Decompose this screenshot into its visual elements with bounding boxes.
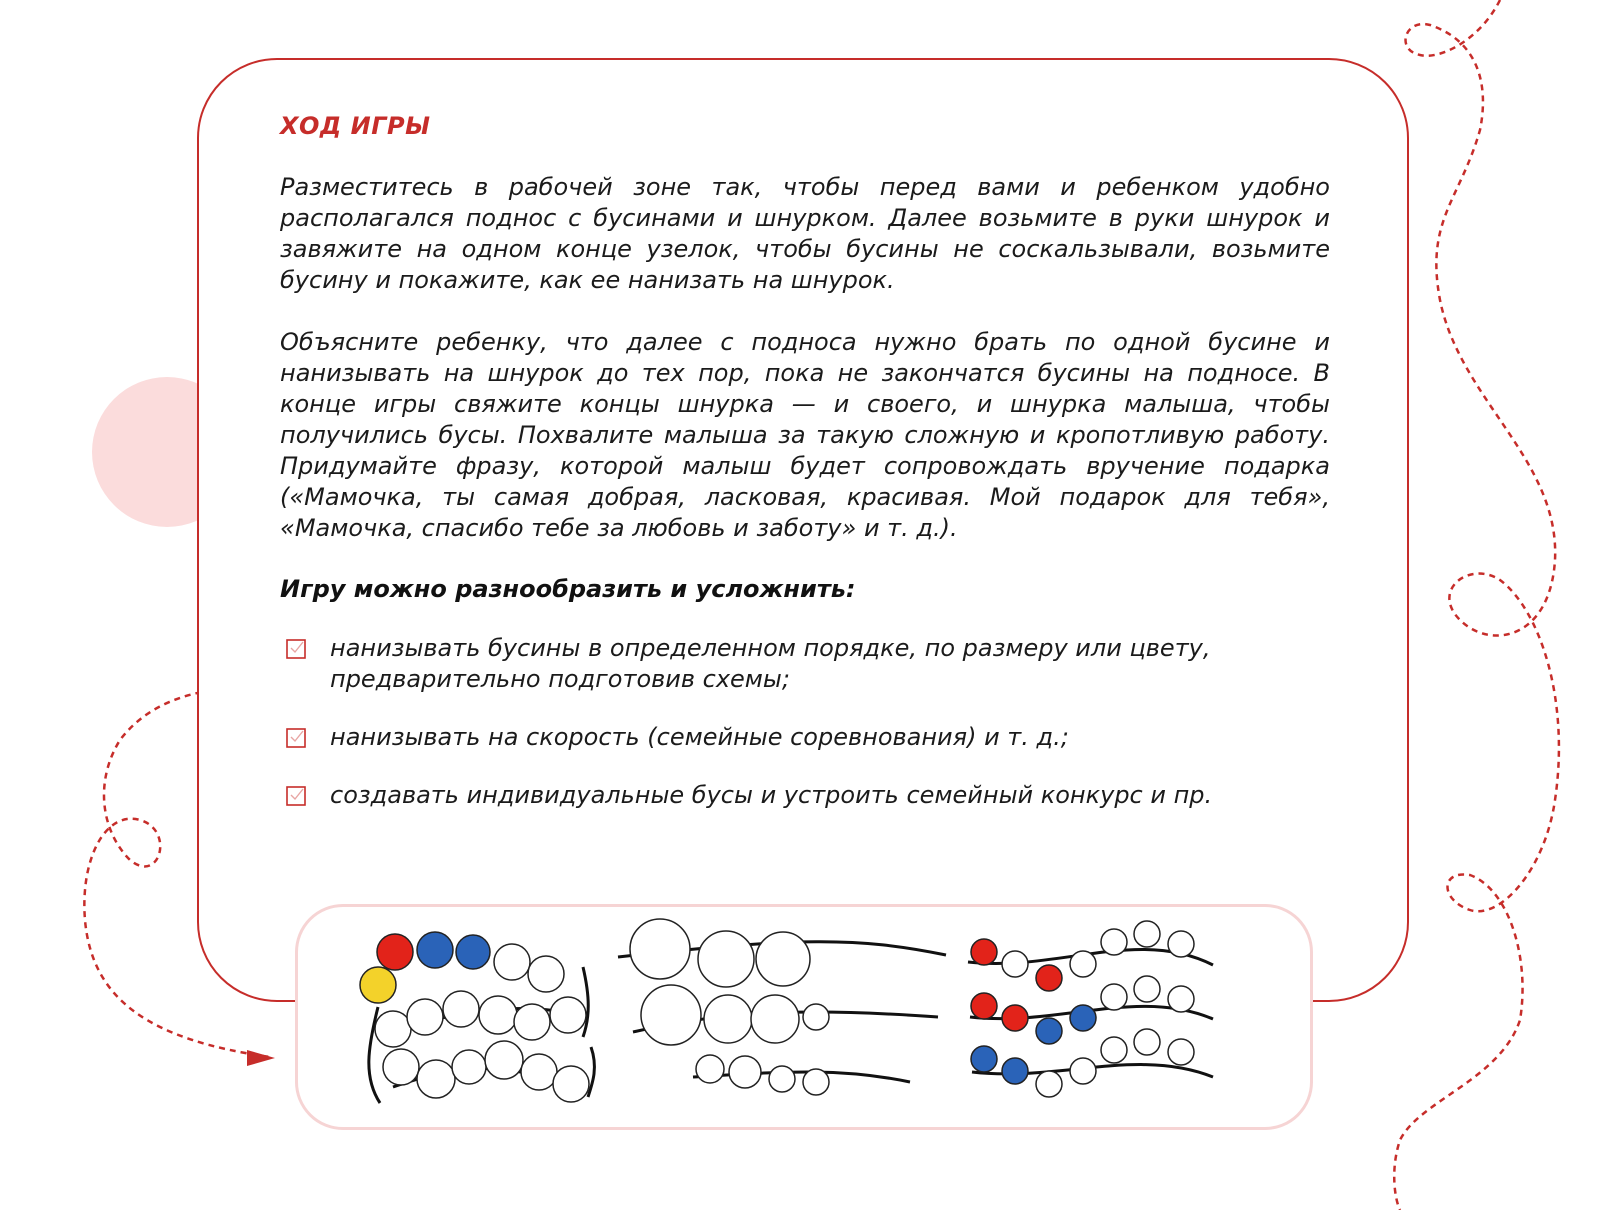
variations-list — [280, 633, 1330, 811]
right-thread-top — [1394, 0, 1559, 1210]
thread-arrowhead — [247, 1050, 275, 1066]
variations-subheading: Игру можно разнообразить и усложнить: — [280, 575, 856, 603]
list-item — [280, 633, 1330, 695]
paragraph-setup: Разместитесь в рабочей зоне так, чтобы перед вами и ребенком удобно располагался поднос с бусинами и шнурком. Далее возьмите в руки шнурок и завяжите на одном конце узелок, чтобы бусины не соскальзывали, возьмите бусину и покажите, как ее нанизать на шнурок. — [280, 173, 1330, 294]
beads-illustration-panel — [295, 904, 1313, 1130]
list-item-text: нанизывать на скорость (семейные соревнования) и т. д.; — [330, 723, 1069, 751]
checkbox-icon — [286, 786, 306, 806]
section-heading: ХОД ИГРЫ — [280, 112, 431, 140]
list-item — [280, 722, 1330, 753]
game-instructions — [280, 112, 1330, 838]
beads-illustration — [298, 907, 1316, 1133]
list-item — [280, 780, 1330, 811]
checkbox-icon — [286, 728, 306, 748]
list-item-text: нанизывать бусины в определенном порядке, по размеру или цвету, предварительно подготовив схемы; — [330, 634, 1211, 693]
list-item-text: создавать индивидуальные бусы и устроить семейный конкурс и пр. — [330, 781, 1213, 809]
checkbox-icon — [286, 639, 306, 659]
paragraph-explain: Объясните ребенку, что далее с подноса нужно брать по одной бусине и нанизывать на шнурок до тех пор, пока не закончатся бусины на подносе. В конце игры свяжите концы шнурка — и своего, и шнурка малыша, чтобы получились бусы. Похвалите малыша за такую сложную и кропотливую работу. Придумайте фразу, которой малыш будет сопровождать вручение подарка («Мамочка, ты самая добрая, ласковая, красивая. Мой подарок для тебя», «Мамочка, спасибо тебе за любовь и заботу» и т. д.). — [280, 328, 1330, 542]
